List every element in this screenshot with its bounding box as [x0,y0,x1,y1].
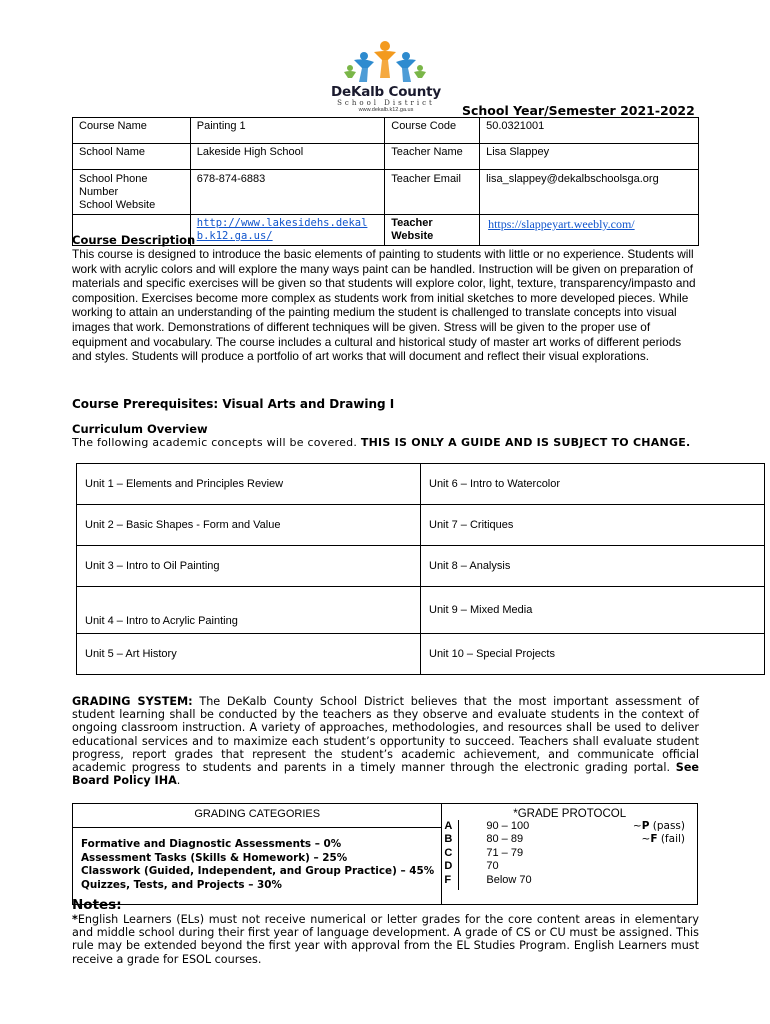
curriculum-warning: THIS IS ONLY A GUIDE AND IS SUBJECT TO CHANGE. [360,436,691,449]
school-year-heading: School Year/Semester 2021-2022 [462,103,695,118]
notes-body: English Learners (ELs) must not receive numerical or letter grades for the core content areas in elementary and middle school during their first year of language development. A grade of CS or CU must be assigned. This rule may be extended beyond the first year with approval from the EL Studies Program. English Learners must receive a grade for ESOL courses. [72,913,699,966]
course-info-table [72,117,699,246]
unit-cell: Unit 10 – Special Projects [421,634,765,675]
unit-cell: Unit 5 – Art History [77,634,421,675]
board-policy-ref: See Board Policy IHA [72,761,699,788]
unit-cell: Unit 8 – Analysis [421,546,765,587]
school-website-link[interactable]: http://www.lakesidehs.dekalb.k12.ga.us/ [196,217,368,242]
grading-categories-list [73,828,442,905]
unit-cell: Unit 3 – Intro to Oil Painting [77,546,421,587]
table-row [77,546,765,587]
curriculum-intro [72,436,690,449]
grading-category: Classwork (Guided, Independent, and Group Practice) – 45% [81,865,435,878]
course-code-label: Course Code [385,118,480,144]
notes-heading: Notes: [72,897,122,913]
letter-grade: C [444,846,453,859]
grading-system-paragraph [72,695,699,787]
course-description-text: This course is designed to introduce the basic elements of painting to students with little or no experience. Students will work with acrylic colors and will explore the many ways paint can be handled. Instruction will be given on preparation of materials and specific exercises will be given so that students will explore color, light, texture, transparency/impasto and composition. Exercises become more complex as students work from initial sketches to more developed pieces. While working to attain an understanding of the painting medium the student is challenged to translate concepts into visual images that work. Demonstrations of different techniques will be given. Stress will be given to the proper use of equipment and vocabulary. The course includes a cultural and historical study of master art works of different periods and styles. Students will produce a portfolio of art works that will document and reflect their visual explorations. [72,247,696,364]
units-table [76,463,765,675]
school-name-value: Lakeside High School [190,144,385,170]
unit-cell: Unit 2 – Basic Shapes - Form and Value [77,505,421,546]
letter-column [444,820,459,890]
grade-range: 80 – 89 [486,833,524,846]
teacher-email-value: lisa_slappey@dekalbschoolsga.org [480,170,699,215]
curriculum-intro-text: The following academic concepts will be covered. [72,436,361,449]
grade-protocol-cell [442,804,698,905]
letter-grade: F [444,873,452,886]
grading-category: Quizzes, Tests, and Projects – 30% [81,878,282,891]
teacher-website-label: Teacher Website [385,215,480,246]
curriculum-heading: Curriculum Overview [72,422,208,436]
grade-range: 70 [486,860,499,873]
table-row [77,634,765,675]
table-row [77,464,765,505]
teacher-website-cell [480,215,699,246]
table-row [77,505,765,546]
course-description-heading: Course Description [72,233,196,247]
course-name-label: Course Name [73,118,191,144]
school-website-label: School Website [79,199,156,211]
pass-label: ~P (pass) [632,820,685,832]
unit-cell: Unit 1 – Elements and Principles Review [77,464,421,505]
grade-protocol-heading: *GRADE PROTOCOL [513,808,627,820]
teacher-name-label: Teacher Name [385,144,480,170]
letter-grade: D [444,860,453,873]
grading-category: Formative and Diagnostic Assessments – 0% [81,838,342,850]
unit-cell: Unit 7 – Critiques [421,505,765,546]
school-phone-label [73,170,191,215]
grading-categories-heading: GRADING CATEGORIES [73,804,442,828]
grade-range: 71 – 79 [486,846,524,859]
school-website-cell [190,215,385,246]
logo-title: DeKalb County [331,84,441,100]
letter-grade: A [444,820,453,832]
school-phone-label-text: School Phone Number [79,173,148,198]
school-phone-value: 678-874-6883 [190,170,385,215]
range-column [486,820,531,887]
grading-table [72,803,698,905]
teacher-email-label: Teacher Email [385,170,480,215]
grading-system-heading: GRADING SYSTEM: [72,695,193,708]
notes-star: * [72,913,78,926]
school-name-label: School Name [73,144,191,170]
grading-period: . [176,774,181,788]
logo-url: www.dekalb.k12.ga.us [358,107,414,113]
grade-range: 90 – 100 [486,820,530,832]
grade-range: Below 70 [486,873,532,886]
pass-fail-column [633,820,685,847]
table-row [73,804,698,828]
course-name-value: Painting 1 [190,118,385,144]
table-row [77,587,765,634]
logo-subtitle: School District [337,99,435,107]
course-code-value: 50.0321001 [480,118,699,144]
table-row [73,170,699,215]
grading-system-text: The DeKalb County School District believes that the most important assessment of student learning shall be conducted by the teachers as they observe and evaluate students in the context of ongoing classroom instruction. A variety of approaches, methodologies, and resources shall be used to deliver educational services and to maximize each student’s opportunity to succeed. Teachers shall evaluate student progress, report grades that represent the student’s academic achievement, and communicate official academic progress to students and parents in a timely manner through the electronic grading portal. [72,695,699,775]
notes-text [72,913,699,966]
teacher-name-value: Lisa Slappey [480,144,699,170]
unit-cell: Unit 4 – Intro to Acrylic Painting [77,587,421,634]
course-prerequisites: Course Prerequisites: Visual Arts and Drawing I [72,397,395,411]
unit-cell: Unit 9 – Mixed Media [421,587,765,634]
table-row [73,118,699,144]
unit-cell: Unit 6 – Intro to Watercolor [421,464,765,505]
fail-label: ~F (fail) [641,833,685,846]
teacher-website-link[interactable]: https://slappeyart.weebly.com/ [488,217,635,231]
table-row [73,144,699,170]
grade-protocol-body [442,820,697,888]
grading-category: Assessment Tasks (Skills & Homework) – 25% [81,851,348,864]
letter-grade: B [444,833,453,846]
